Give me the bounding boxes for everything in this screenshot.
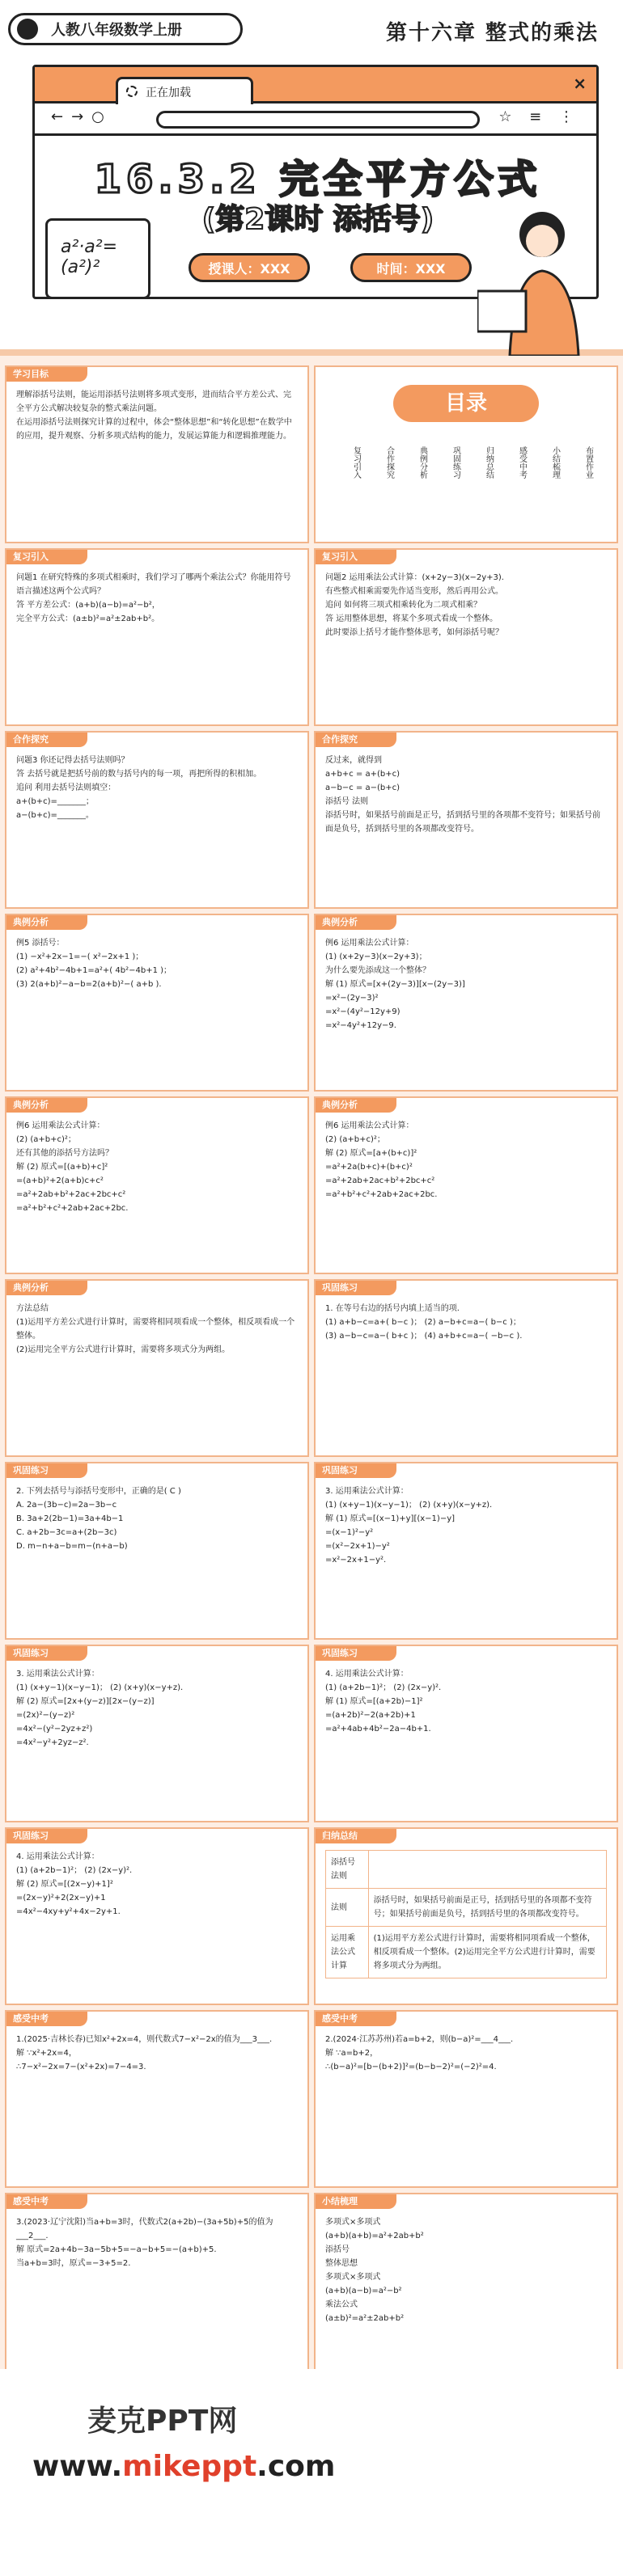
slide-body (316, 1295, 617, 1349)
slide-card (314, 1096, 618, 1274)
slide-card (5, 548, 309, 726)
slide-line: 多项式×多项式 (325, 2218, 381, 2227)
slide-line: 2.(2024·江苏苏州)若a=b+2，则(b−a)²=___4___. (325, 2035, 514, 2044)
slide-card (5, 2010, 309, 2188)
slide-line: 问题1 在研究特殊的多项式相乘时，我们学习了哪两个乘法公式？你能用符号语言描述这两个公式吗？ (16, 573, 291, 596)
slide-line: (2)运用完全平方公式进行计算时，需要将多项式分为两组。 (16, 1345, 231, 1354)
slide-card (5, 1462, 309, 1640)
slide-line: =(x−1)²−y² (325, 1528, 374, 1537)
slide-heading: 巩固练习 (6, 1829, 87, 1843)
formula-board: a²·a²=(a²)² (45, 218, 150, 299)
slide-line: (2) (a+b+c)²； (325, 1135, 385, 1144)
slide-heading: 复习引入 (316, 550, 396, 564)
slide-body (6, 930, 307, 998)
slide-line: 理解添括号法则，能运用添括号法则将多项式变形，进而结合平方差公式、完全平方公式解决较复杂的整式乘法问题。 (16, 391, 291, 413)
slide-card (314, 1462, 618, 1640)
summary-table (325, 1850, 607, 1978)
slide-line: 解 ∵x²+2x=4， (16, 2049, 77, 2058)
slide-line: =(x²−2x+1)−y² (325, 1542, 390, 1551)
slide-heading: 合作探究 (6, 733, 87, 747)
slide-body (6, 564, 307, 632)
search-icon (17, 19, 38, 40)
slide-line: =x²−2x+1−y². (325, 1556, 387, 1565)
presenter-pill: 授课人：XXX (189, 253, 310, 282)
slide-line: 追问 利用去括号法则填空： (16, 783, 117, 792)
slide-heading: 学习目标 (6, 367, 87, 382)
toc-list (325, 446, 607, 479)
slide-line: B. 3a+2(2b−1)=3a+4b−1 (16, 1514, 124, 1523)
slide-line: 解 (1) 原式=[(a+2b)−1]² (325, 1697, 423, 1706)
slide-line: (1) (a+2b−1)²； (2) (2x−y)². (325, 1683, 442, 1692)
slide-heading: 巩固练习 (316, 1281, 396, 1295)
slide-line: 解 (1) 原式=[x+(2y−3)][x−(2y−3)] (325, 980, 465, 989)
slide-line: 解 ∵a=b+2， (325, 2049, 379, 2058)
menu-icon[interactable]: ☆ ≡ ⋮ (498, 108, 580, 125)
slide-line: =x²−(4y²−12y+9) (325, 1007, 400, 1016)
slide-body (6, 1295, 307, 1363)
slide-line: a−(b+c)=_______。 (16, 811, 94, 820)
slide-line: 多项式×多项式 (325, 2273, 381, 2282)
slide-heading: 典例分析 (6, 1281, 87, 1295)
slide-card (314, 2193, 618, 2371)
toc-item[interactable]: 典例分析 (417, 446, 427, 479)
slide-line: 答 平方差公式：(a+b)(a−b)=a²−b²， (16, 601, 160, 610)
footer-brand (0, 2369, 623, 2576)
address-bar-row (35, 103, 596, 136)
slide-body (6, 2026, 307, 2080)
slide-heading: 典例分析 (6, 915, 87, 930)
slide-line: 追问 如何将三项式相乘转化为二项式相乘？ (325, 601, 482, 610)
slide-line: 3.(2023·辽宁沈阳)当a+b=3时，代数式2(a+2b)−(3a+5b)+5的值为___2___. (16, 2218, 273, 2240)
badge-label: 人教八年级数学上册 (51, 22, 182, 39)
slide-line: 为什么要先添成这一个整体？ (325, 966, 430, 975)
slide-heading: 巩固练习 (6, 1646, 87, 1661)
slide-heading: 小结梳理 (316, 2194, 396, 2209)
address-bar[interactable] (156, 111, 480, 129)
slide-line: (1) (x+y−1)(x−y−1)； (2) (x+y)(x−y+z). (325, 1501, 493, 1510)
slide-line: (a+b)(a−b)=a²−b² (325, 2287, 402, 2295)
slide-body (6, 1843, 307, 1925)
cover-slide (0, 0, 623, 356)
slide-line: =a²+2ab+2ac+b²+2bc+c² (325, 1176, 435, 1185)
toc-item[interactable]: 巩固练习 (451, 446, 460, 479)
chapter-title: 第十六章 整式的乘法 (385, 21, 599, 45)
nav-arrows-icon[interactable]: ←→○ (51, 108, 112, 125)
slide-line: 问题2 运用乘法公式计算：(x+2y−3)(x−2y+3). (325, 573, 504, 582)
slide-line: 3. 运用乘法公式计算： (325, 1487, 409, 1496)
slide-line: 乘法公式 (325, 2300, 358, 2309)
slide-line: ∴(b−a)²=[b−(b+2)]²=(b−b−2)²=(−2)²=4. (325, 2063, 497, 2071)
slide-line: 例6 运用乘法公式计算： (16, 1121, 105, 1130)
slide-line: A. 2a−(3b−c)=2a−3b−c (16, 1501, 117, 1510)
slide-card (5, 914, 309, 1092)
slide-body (316, 564, 617, 646)
close-icon[interactable]: × (573, 74, 587, 93)
slide-line: (a+b)(a+b)=a²+2ab+b² (325, 2232, 424, 2240)
slide-heading: 感受中考 (316, 2012, 396, 2026)
slide-line: =4x²−(y²−2yz+z²) (16, 1725, 93, 1734)
slide-line: 例6 运用乘法公式计算： (325, 1121, 414, 1130)
slide-body (316, 747, 617, 842)
slide-line: 解 (2) 原式=[a+(b+c)]² (325, 1149, 417, 1158)
slide-card (314, 2010, 618, 2188)
table-row (326, 1927, 607, 1978)
slide-line: 整体思想 (325, 2259, 358, 2268)
slide-line: 添括号 法则 (325, 797, 369, 806)
slide-line: a−b−c = a−(b+c) (325, 783, 400, 792)
slide-line: 解 原式=2a+4b−3a−5b+5=−a−b+5=−(a+b)+5. (16, 2245, 217, 2254)
slide-line: =a²+2a(b+c)+(b+c)² (325, 1163, 413, 1172)
slide-line: 在运用添括号法则探究计算的过程中，体会“整体思想”和“转化思想”在数学中的应用，提升观察、分析多项式结构的能力，发展运算能力和逻辑推理能力。 (16, 418, 292, 441)
slide-line: (1) (a+2b−1)²； (2) (2x−y)². (16, 1866, 133, 1875)
slide-card (5, 1279, 309, 1457)
slide-line: 答 运用整体思想，将某个多项式看成一个整体。 (325, 614, 498, 623)
slide-line: 例6 运用乘法公式计算： (325, 939, 414, 948)
slide-heading: 巩固练习 (316, 1463, 396, 1478)
slide-card (314, 1827, 618, 2005)
slide-heading: 巩固练习 (6, 1463, 87, 1478)
table-row (326, 1889, 607, 1927)
slide-line: 添括号时，如果括号前面是正号，括到括号里的各项都不变符号；如果括号前面是负号，括到括号里的各项都改变符号。 (325, 811, 600, 834)
loading-icon (126, 86, 138, 97)
toc-item[interactable]: 复习引入 (351, 446, 361, 479)
slide-line: 3. 运用乘法公式计算： (16, 1670, 100, 1679)
slide-line: 例5 添括号： (16, 939, 65, 948)
slide-line: 有些整式相乘需要先作适当变形，然后再用公式。 (325, 587, 503, 596)
page-title: 16.3.2 完全平方公式 (94, 157, 542, 202)
slide-card (314, 1279, 618, 1457)
slide-line: 方法总结 (16, 1304, 49, 1313)
table-cell (368, 1851, 606, 1889)
table-cell: 法则 (326, 1889, 369, 1927)
brand-name: 麦克PPT网 (87, 2405, 238, 2438)
slide-line: 2. 下列去括号与添括号变形中，正确的是( C ) (16, 1487, 181, 1496)
slide-body (316, 2209, 617, 2332)
slide-card (314, 1645, 618, 1822)
page-subtitle: (第2课时 添括号) (201, 203, 434, 236)
slide-line: 解 (2) 原式=[(2x−y)+1]² (16, 1880, 113, 1889)
slide-body (6, 382, 307, 450)
toc-item[interactable]: 小结梳理 (550, 446, 560, 479)
slide-line: (3) a−b−c=a−( b+c )； (4) a+b+c=a−( −b−c ). (325, 1332, 523, 1341)
slide-line: =(a+2b)²−2(a+2b)+1 (325, 1711, 416, 1720)
slide-line: =4x²−4xy+y²+4x−2y+1. (16, 1907, 121, 1916)
slide-line: 添括号 (325, 2245, 350, 2254)
toc-item[interactable]: 合作探究 (384, 446, 394, 479)
slide-line: D. m−n+a−b=m−(n+a−b) (16, 1542, 128, 1551)
slide-card (5, 1096, 309, 1274)
slide-line: (1) (x+y−1)(x−y−1)； (2) (x+y)(x−y+z). (16, 1683, 184, 1692)
slide-heading: 感受中考 (6, 2012, 87, 2026)
slide-body (316, 1661, 617, 1742)
slide-body (6, 1478, 307, 1560)
slide-body (6, 2209, 307, 2277)
slide-line: (2) a²+4b²−4b+1=a²+( 4b²−4b+1 )； (16, 966, 172, 975)
toc-title: 目录 (393, 385, 539, 422)
teacher-illustration (477, 194, 599, 356)
slide-card (5, 1827, 309, 2005)
slide-line: 4. 运用乘法公式计算： (325, 1670, 409, 1679)
slide-body (316, 2026, 617, 2080)
slide-line: 解 (2) 原式=[(a+b)+c]² (16, 1163, 108, 1172)
table-cell: (1)运用平方差公式进行计算时，需要将相同项看成一个整体，相反项看成一个整体。(2)运用完全平方公式进行计算时，需要将多项式分为两组。 (368, 1927, 606, 1978)
slide-card (314, 548, 618, 726)
slide-heading: 巩固练习 (316, 1646, 396, 1661)
slide-line: =(a+b)²+2(a+b)c+c² (16, 1176, 104, 1185)
slide-line: 4. 运用乘法公式计算： (16, 1852, 100, 1861)
slide-line: 当a+b=3时，原式=−3+5=2. (16, 2259, 131, 2268)
slide-body (316, 1113, 617, 1208)
slide-body (316, 930, 617, 1039)
slide-line: =(2x)²−(y−z)² (16, 1711, 75, 1720)
slide-line: =(2x−y)²+2(2x−y)+1 (16, 1894, 106, 1902)
slide-heading: 复习引入 (6, 550, 87, 564)
slide-body (316, 1478, 617, 1573)
slide-line: 完全平方公式：(a±b)²=a²±2ab+b²。 (16, 614, 160, 623)
slide-line: C. a+2b−3c=a+(2b−3c) (16, 1528, 117, 1537)
slide-heading: 典例分析 (316, 915, 396, 930)
toc-item[interactable]: 布置作业 (583, 446, 593, 479)
time-pill: 时间：XXX (350, 253, 472, 282)
slide-line: (3) 2(a+b)²−a−b=2(a+b)²−( a+b ). (16, 980, 162, 989)
slide-line: =a²+2ab+b²+2ac+2bc+c² (16, 1190, 126, 1199)
slide-card (5, 365, 309, 543)
url-suffix: .com (256, 2450, 336, 2483)
slide-line: (a±b)²=a²±2ab+b² (325, 2314, 405, 2323)
slide-body (6, 1661, 307, 1756)
slide-card (314, 365, 618, 543)
slide-line: 反过来，就得到 (325, 756, 382, 765)
tab-bar (35, 67, 596, 103)
table-cell: 添括号时，如果括号前面是正号，括到括号里的各项都不变符号；如果括号前面是负号，括到括号里的各项都改变符号。 (368, 1889, 606, 1927)
slide-heading: 感受中考 (6, 2194, 87, 2209)
slide-heading: 归纳总结 (316, 1829, 396, 1843)
url-prefix: www. (32, 2450, 123, 2483)
slide-line: =a²+b²+c²+2ab+2ac+2bc. (16, 1204, 129, 1213)
slide-line: 问题3 你还记得去括号法则吗？ (16, 756, 129, 765)
slide-line: (1) (x+2y−3)(x−2y+3)； (325, 952, 427, 961)
slide-line: =4x²−y²+2yz−z². (16, 1738, 89, 1747)
slide-heading: 典例分析 (6, 1098, 87, 1113)
toc-item[interactable]: 感受中考 (517, 446, 527, 479)
tab-label: 正在加载 (146, 86, 191, 99)
slide-card (5, 1645, 309, 1822)
slide-line: =x²−4y²+12y−9. (325, 1021, 396, 1030)
slide-line: a+b+c = a+(b+c) (325, 770, 400, 779)
slide-line: (1) a+b−c=a+( b−c )； (2) a−b+c=a−( b−c )； (325, 1318, 521, 1327)
slide-line: 解 (1) 原式=[(x−1)+y][(x−1)−y] (325, 1514, 456, 1523)
slide-line: 还有其他的添括号方法吗？ (16, 1149, 113, 1158)
loading-tab[interactable] (116, 77, 253, 104)
slide-heading: 合作探究 (316, 733, 396, 747)
slide-line: 此时要添上括号才能作整体思考，如何添括号呢？ (325, 628, 503, 637)
table-cell: 运用乘法公式计算 (326, 1927, 369, 1978)
slide-line: (1)运用平方差公式进行计算时，需要将相同项看成一个整体，相反项看成一个整体。 (16, 1318, 295, 1341)
slide-line: 解 (2) 原式=[2x+(y−z)][2x−(y−z)] (16, 1697, 155, 1706)
slide-body (316, 1843, 617, 1985)
slide-body (316, 367, 617, 485)
slide-line: 1.(2025·吉林长春)已知x²+2x=4，则代数式7−x²−2x的值为___3___. (16, 2035, 273, 2044)
slide-line: a+(b+c)=_______； (16, 797, 94, 806)
grade-badge (8, 13, 243, 45)
brand-url[interactable] (32, 2450, 335, 2483)
slide-line: =a²+4ab+4b²−2a−4b+1. (325, 1725, 431, 1734)
slide-body (6, 747, 307, 829)
slide-heading: 典例分析 (316, 1098, 396, 1113)
url-mid: mikeppt (122, 2450, 257, 2483)
slide-body (6, 1113, 307, 1222)
table-row (326, 1851, 607, 1889)
slide-card (5, 731, 309, 909)
slide-card (314, 914, 618, 1092)
slide-line: =x²−(2y−3)² (325, 994, 379, 1003)
slide-line: (2) (a+b+c)²； (16, 1135, 76, 1144)
toc-item[interactable]: 归纳总结 (484, 446, 494, 479)
slide-card (5, 2193, 309, 2371)
slide-line: =a²+b²+c²+2ab+2ac+2bc. (325, 1190, 438, 1199)
slide-line: (1) −x²+2x−1=−( x²−2x+1 )； (16, 952, 144, 961)
slide-line: 1. 在等号右边的括号内填上适当的项. (325, 1304, 460, 1313)
slide-line: ∴7−x²−2x=7−(x²+2x)=7−4=3. (16, 2063, 146, 2071)
slide-line: 答 去括号就是把括号前的数与括号内的每一项，再把所得的积相加。 (16, 770, 262, 779)
table-cell: 添括号法则 (326, 1851, 369, 1889)
slide-card (314, 731, 618, 909)
